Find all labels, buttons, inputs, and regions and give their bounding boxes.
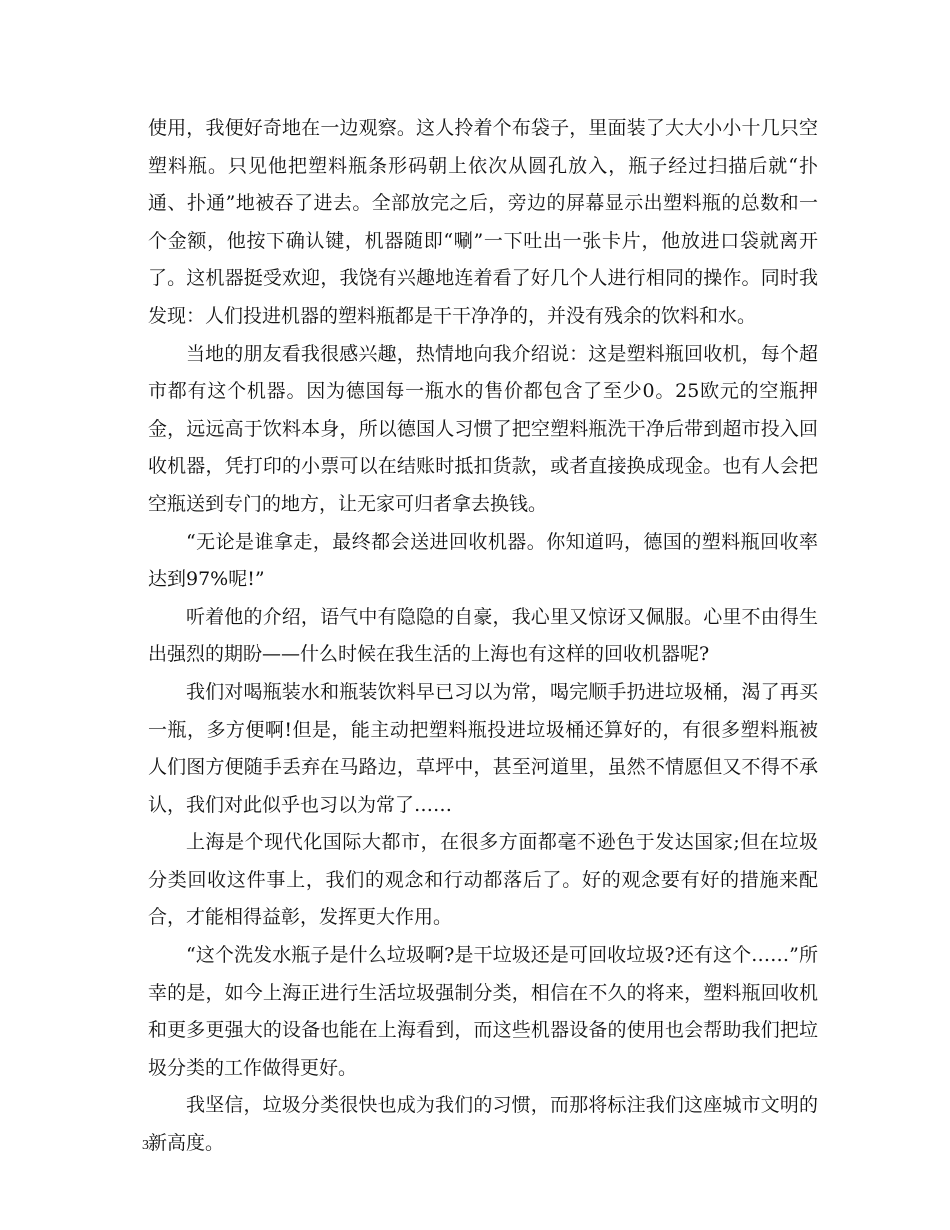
document-body xyxy=(148,110,818,1163)
paragraph-1: 使用，我便好奇地在一边观察。这人拎着个布袋子，里面装了大大小小十几只空塑料瓶。只见他把塑料瓶条形码朝上依次从圆孔放入，瓶子经过扫描后就“扑通、扑通”地被吞了进去。全部放完之后，旁边的屏幕显示出塑料瓶的总数和一个金额，他按下确认键，机器随即“唰”一下吐出一张卡片，他放进口袋就离开了。这机器挺受欢迎，我饶有兴趣地连着看了好几个人进行相同的操作。同时我发现：人们投进机器的塑料瓶都是干干净净的，并没有残余的饮料和水。 xyxy=(148,117,818,327)
paragraph-5: 我们对喝瓶装水和瓶装饮料早已习以为常，喝完顺手扔进垃圾桶，渴了再买一瓶，多方便啊!但是，能主动把塑料瓶投进垃圾桶还算好的，有很多塑料瓶被人们图方便随手丢弃在马路边，草坪中，甚至河道里，虽然不情愿但又不得不承认，我们对此似乎也习以为常了…… xyxy=(148,680,818,816)
paragraph-6: 上海是个现代化国际大都市，在很多方面都毫不逊色于发达国家;但在垃圾分类回收这件事上，我们的观念和行动都落后了。好的观念要有好的措施来配合，才能相得益彰，发挥更大作用。 xyxy=(148,831,818,929)
paragraph-3: “无论是谁拿走，最终都会送进回收机器。你知道吗，德国的塑料瓶回收率达到97%呢!” xyxy=(148,530,818,591)
paragraph-4: 听着他的介绍，语气中有隐隐的自豪，我心里又惊讶又佩服。心里不由得生出强烈的期盼——什么时候在我生活的上海也有这样的回收机器呢? xyxy=(148,605,818,666)
page-number: 3 xyxy=(142,1138,149,1153)
paragraph-7: “这个洗发水瓶子是什么垃圾啊?是干垃圾还是可回收垃圾?还有这个……”所幸的是，如今上海正进行生活垃圾强制分类，相信在不久的将来，塑料瓶回收机和更多更强大的设备也能在上海看到，而这些机器设备的使用也会帮助我们把垃圾分类的工作做得更好。 xyxy=(148,944,818,1079)
paragraph-2: 当地的朋友看我很感兴趣，热情地向我介绍说：这是塑料瓶回收机，每个超市都有这个机器。因为德国每一瓶水的售价都包含了至少0。25欧元的空瓶押金，远远高于饮料本身，所以德国人习惯了把空塑料瓶洗干净后带到超市投入回收机器，凭打印的小票可以在结账时抵扣货款，或者直接换成现金。也有人会把空瓶送到专门的地方，让无家可归者拿去换钱。 xyxy=(148,342,818,515)
paragraph-8: 我坚信，垃圾分类很快也成为我们的习惯，而那将标注我们这座城市文明的新高度。 xyxy=(148,1094,818,1155)
